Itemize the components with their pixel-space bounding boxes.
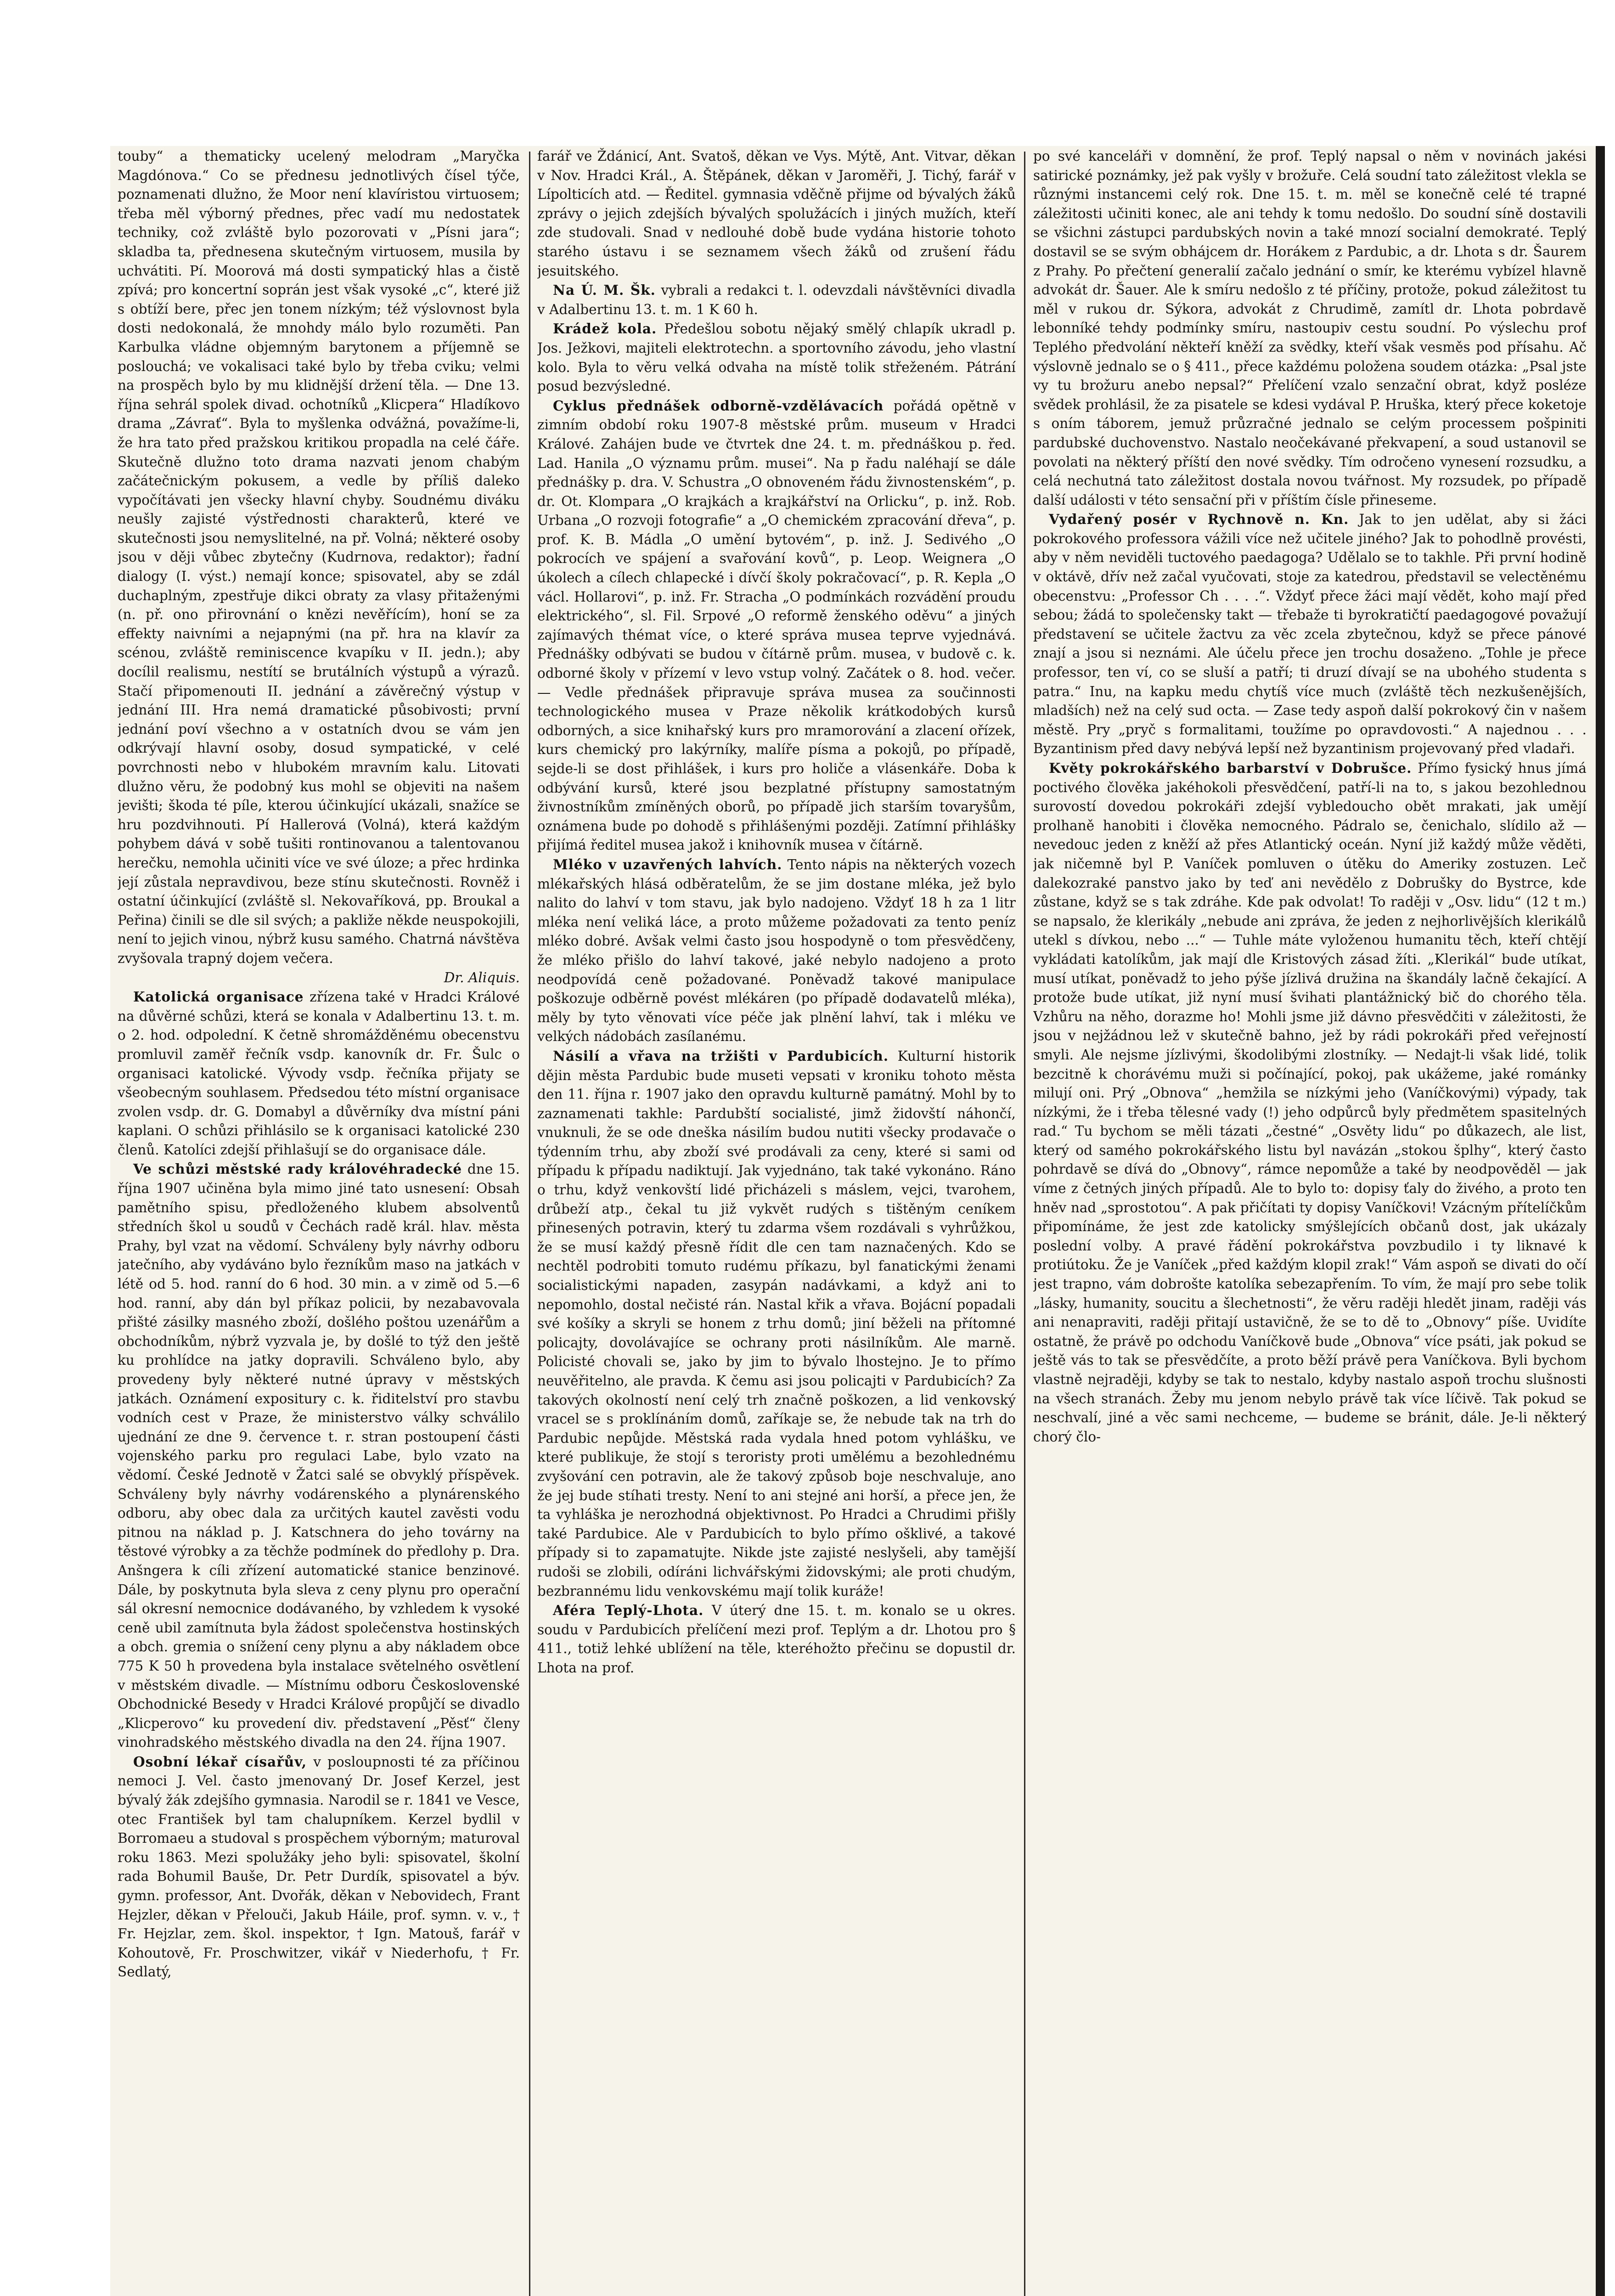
article-headline: Násilí a vřava na tržišti v Pardubicích. [553, 1047, 889, 1064]
article-katolicka-organisace: Katolická organisace zřízena také v Hradci Králové na důvěrné schůzi, která se konala v Adalbertinu 13. t. m. o 2. hod. odpolední. K četně shromážděnému obecenstvu promluvil zaměř řečník vsdp. kanovník dr. Fr. Šulc o organisaci katolické. Vývody vsdp. řečníka přijaty se všeobecným souhlasem. Předsedou této místní organisace zvolen vsdp. dr. G. Domabyl a důvěrníky dva místní páni kaplani. O schůzi přihlásilo se k organisaci katolické 230 členů. Katolíci zdejší přihlašují se do organisace dále. [118, 989, 520, 1158]
article-mestska-rada: Ve schůzi městské rady královéhradecké dne 15. října 1907 učiněna byla mimo jiné tato usnesení: Obsah pamětního spisu, předloženého klubem absolventů středních škol u soudů v Čechách radě král. hlav. města Prahy, byl vzat na vědomí. Schváleny byly návrhy odboru jatečního, aby vydáváno bylo řezníkům maso na jatkách v létě od 5. hod. ranní do 6 hod. 30 min. a v zimě od 5.—6 hod. ranní, aby dán byl příkaz policii, by nezabavovala přišté zásilky masného zboží, došlého poštou uzenářům a obchodníkům, nýbrž vyzvala je, by došlé to týž den ještě ku prohlídce na jatky dopravili. Schváleno bylo, aby provedeny byly některé nutné úpravy v městských jatkách. Oznámení expositury c. k. řiditelství pro stavbu vodních cest v Praze, že ministerstvo války schválilo ujednání ze dne 9. července t. r. stran postoupení části vojenského parku pro regulaci Labe, bylo vzato na vědomí. České Jednotě v Žatci salé se obvyklý příspěvek. Schváleny byly návrhy vodárenského a plynárenského odboru, aby obec dala za určitých kautel zavěsti vodu pitnou na náklad p. J. Katschnera do jeho továrny na těstové výrobky a za těchže podmínek do předlohy p. Dra. Anšngera k cíli zřízení automatické stanice benzinové. Dále, by poskytnuta byla sleva z ceny plynu pro operační sál okresní nemocnice dodávaného, by vzhledem k vysoké ceně ubil zamítnuta byla žádost společenstva hostinských a obch. gremia o snížení ceny plynu a aby nákladem obce 775 K 50 h provedena byla instalace světelného osvětlení v městském divadle. — Místnímu odboru Československé Obchodnické Besedy v Hradci Králové propůjčí se divadlo „Klicperovo“ ku provedení div. představení „Pěsť“ členy vinohradského městského divadla na den 24. října 1907. [118, 1161, 520, 1750]
article-cyklus-prednasek: Cyklus přednášek odborně-vzdělávacích pořádá opětně v zimním období roku 1907-8 městské prům. museum v Hradci Králové. Zahájen bude ve čtvrtek dne 24. t. m. přednáškou p. řed. Lad. Hanila „O významu prům. musei“. Na p řadu naléhají se dále přednášky p. dra. V. Schustra „O obnoveném řádu živnostenském“, p. dr. Ot. Klompara „O krajkách a krajkářství na Orlicku“, p. inž. Rob. Urbana „O rozvoji fotografie“ a „O chemickém zpracování dřeva“, p. prof. K. B. Mádla „O umění bytovém“, p. inž. J. Sedivého „O pokrocích ve spájení a svařování kovů“, p. Leop. Weignera „O úkolech a cílech chlapecké i dívčí školy pokračovací“, p. R. Kepla „O václ. Hollarovi“, p. inž. Fr. Stracha „O podmínkách rozvádění proudu elektrického“, sl. Fil. Srpové „O reformě ženského oděvu“ a jiných zajímavých thémat více, o které správa musea teprve vyjednává. Přednášky odbývati se budou v čítárně prům. musea, v budově c. k. odborné školy v přízemí v levo vstup volný. Začátek o 8. hod. večer. — Vedle přednášek připravuje správa musea za součinnosti technologického musea v Praze několik krátkodobých kursů odborných, a sice knihařský kurs pro mramorování a zlacení ořízek, kurs chemický pro lakýrníky, malíře písma a pokojů, po případě, sejde-li se dost přihlášek, i kurs pro holiče a vlásenkáře. Doba k odbývání kursů, které jsou bezplatné přístupny samostatným živnostníkům zmíněných oborů, po případě jich starším tovaryšům, oznámena bude po dohodě s přihlášenými později. Zatímní přihlášky přijímá ředitel musea jakož i knihovník musea v čítárně. [537, 397, 1016, 853]
article-headline: Aféra Teplý-Lhota. [553, 1602, 704, 1619]
page-edge-shadow [1596, 146, 1605, 2296]
article-headline: Na Ú. M. Šk. [553, 282, 656, 298]
article-kradez-kola: Krádež kola. Předešlou sobotu nějaký smělý chlapík ukradl p. Jos. Ježkovi, majiteli elektrotechn. a sportovního závodu, jeho vlastní kolo. Byla to věru velká odvaha na místě tolik střeženém. Pátrání posud bezvýsledné. [537, 321, 1016, 394]
column-1 [118, 147, 520, 2296]
column-3 [1033, 147, 1587, 2296]
article-mleko: Mléko v uzavřených lahvích. Tento nápis na některých vozech mlékařských hlásá odběratelům, že se jim dostane mléka, jež bylo nalito do lahví v tom stavu, jak bylo nadojeno. Vždyť 18 h za 1 litr mléka není veliká láce, a proto můžeme požadovati za tento peníz mléko dobré. Avšak velmi často jsou hospodyně o tom přesvědčeny, že mléko přišlo do lahví takové, jaké nebylo nadojeno a proto neodpovídá ceně požadované. Poněvadž takové manipulace poškozuje odběrně povést mlékáren (po případě dodavatelů mléka), měly by tyto věnovati více péče jak plnění lahví, tak i mléku ve velkých nádobách zasílanému. [537, 856, 1016, 1045]
article-na-um-sk: Na Ú. M. Šk. vybrali a redakci t. l. odevzdali návštěvníci divadla v Adalbertinu 13. t. m. 1 K 60 h. [537, 282, 1016, 317]
article-continuation: po své kanceláři v domnění, že prof. Teplý napsal o něm v novinách jakési satirické poznámky, jež pak vyšly v brožuře. Celá soudní tato záležitost vlekla se různými instancemi celý rok. Dne 15. t. m. měl se konečně celé té trapné záležitosti učiniti konec, ale ani tehdy k tomu nedošlo. Do soudní síně dostavili se všichni zástupci pardubských novin a také mnozí socialní demokraté. Teplý dostavil se se svým obhájcem dr. Horákem z Pardubic, a dr. Lhota s dr. Šaurem z Prahy. Po přečtení generalií začalo jednání o smír, ke kterému vybízel hlavně advokát dr. Šauer. Ale k smíru nedošlo z té příčiny, protože, pokud záležitost tu měl v rukou dr. Sýkora, advokát z Chrudimě, zamítl dr. Lhota pobrdavě lebonníké tehdy podmínky smíru, nastoupiv cestu soudní. Po výslechu prof Teplého předvolání někteří kněží za svědky, kteří však vesměs pod přísahu. Ač výslovně jednalo se o § 411., přece každému položena soudem otázka: „Psal jste vy tu brožuru anebo nepsal?“ Přelíčení vzalo senzační obrat, když posléze svědek prohlásil, že za pisatele se kdesi vydával P. Hruška, který přece koketoje s oním táborem, jemuž průzračné jednalo se celým processem pošpiniti pardubské duchovenstvo. Nastalo neočekávané překvapení, a soud ustanovil se povolati na některý příští den nové svědky. Tím odročeno vynesení rozsudku, a celá nechutná tato záležitost dostala novou tvářnost. My rozsudek, po případě další události v této sensační při v příštím čísle přineseme. [1033, 148, 1587, 508]
article-osobni-lekar: Osobní lékař císařův, v posloupnosti té za příčinou nemoci J. Vel. často jmenovaný Dr. Josef Kerzel, jest bývalý žák zdejšího gymnasia. Narodil se r. 1841 ve Vesce, otec František byl tam chalupníkem. Kerzel bydlil v Borromaeu a studoval s prospěchem výborným; maturoval roku 1863. Mezi spolužáky jeho byli: spisovatel, školní rada Bohumil Bauše, Dr. Petr Durdík, spisovatel a býv. gymn. professor, Ant. Dvořák, děkan v Nebovidech, Frant Hejzler, děkan v Přelouči, Jakub Háile, prof. symn. v. v., † Fr. Hejzlar, zem. škol. inspektor, † Ign. Matouš, farář v Kohoutově, Fr. Proschwitzer, vikář v Niederhofu, † Fr. Sedlatý, [118, 1753, 520, 1980]
column-divider-2 [1024, 152, 1025, 2296]
column-2 [537, 147, 1016, 2296]
article-vydareny-poser: Vydařený posér v Rychnově n. Kn. Jak to jen udělat, aby si žáci pokrokového professora vážili více než učitele jiného? Jak to pohodlně provésti, aby v něm neviděli tuctového paedagoga? Udělalo se to takhle. Při první hodině v oktávě, dřív než začal vyučovati, stoje za katedrou, představil se velectěnému obecenstvu: „Professor Ch . . . .“. Vždyť přece žáci mají vědět, koho mají před sebou; žádá to společensky takt — třebaže ti byrokratičtí paedagogové považují představení se učitele žactvu za věc zcela zbytečnou, když se přece pánové znají a jsou si neznámi. Ale účelu přece jen trochu dosaženo. „Tohle je přece professor, ten ví, co se sluší a patří; ti druzí dívají se na ubohého studenta s patra.“ Inu, na kapku medu chytíš více much (zvláště těch nezkušenějších, mladších) než na celý sud octa. — Zase tedy aspoň další pokrokový čin v našem městě. Pry „pryč s formalitami, toužíme po opravdovosti.“ A najednou . . . Byzantinism před davy nebývá lepší než byzantinism projevovaný před vladaři. [1033, 511, 1587, 757]
column-divider-1 [529, 152, 530, 2296]
article-headline: Vydařený posér v Rychnově n. Kn. [1049, 511, 1349, 528]
article-continuation: touby“ a thematicky ucelený melodram „Maryčka Magdónova.“ Co se přednesu jednotlivých čísel týče, poznamenati dlužno, že Moor není klavíristou virtuosem; třeba měl výborný přednes, přec vadí mu nedostatek techniky, což zvláště bylo pozorovati v „Písni jara“; skladba ta, přednesena skutečným virtuosem, musila by uchvátiti. Pí. Moorová má dosti sympatický hlas a čistě zpívá; pro koncertní soprán jest však vysoké „c“, které již s obtíží bere, přec jen tonem nízkým; též výslovnost byla dosti nedokonalá, že mnohdy málo bylo rozuměti. Pan Karbulka vládne objemným barytonem a příjemně se poslouchá; ve vokalisaci také bylo by třeba cviku; velmi na prospěch bylo by mu klidnější držení těla. — Dne 13. října sehrál spolek divad. ochotníků „Klicpera“ Hladíkovo drama „Závrať“. Byla to myšlenka odvážná, považíme-li, že hra tato před pražskou kritikou propadla na celé čáře. Skutečně dlužno toto drama nazvati jenom chabým začátečnickým pokusem, a vedle by příliš daleko vypočítávati jen všecky hlavní chyby. Soudnému diváku neušly zajisté výstřednosti charakterů, které ve skutečnosti jsou nemyslitelné, na př. Volná; některé osoby jsou v ději vůbec zbytečny (Kudrnova, redaktor); řadní dialogy (I. výst.) nemají konce; spisovatel, aby se zdál duchaplným, zpestřuje dikci obraty za vlasy přitaženými (n. př. ono přirovnání o knězi nevěřícím), honí se za effekty naivními a nejapnými (na př. hra na klavír za scénou, zvláště reminiscence kvapíku v II. jedn.); aby docílil realismu, nestítí se brutálních výstupů a výrazů. Stačí připomenouti II. jednání a závěrečný výstup v jednání III. Hra nemá dramatické působivosti; první jednání poví všechno a v ostatních dvou se vám jen odkrývají hlavní osoby, dosud sympatické, v celé povrchnosti nebo v hlubokém mravním kalu. Litovati dlužno věru, že podobný kus mohl se objeviti na našem jevišti; škoda té píle, kterou účinkující ukázali, snažíce se hru pozdvihnouti. Pí Hallerová (Volná), která každým pohybem dává v sobě tušiti rontinovanou a talentovanou herečku, nemohla učiniti více ve své úloze; a přec hrdinka její zůstala nepravdivou, beze stínu skutečnosti. Rovněž i ostatní účinkující (zvláště sl. Nekovaříková, pp. Broukal a Peřina) činili se dle sil svých; a pakliže někde neuspokojili, není to jejich vinou, nýbrž kusu samého. Chatrná návštěva zvyšovala trapný dojem večera. Dr. Aliquis. [118, 147, 520, 987]
article-headline: Mléko v uzavřených lahvích. [553, 856, 782, 872]
author-signature: Dr. Aliquis. [444, 969, 520, 985]
article-headline: Krádež kola. [553, 321, 657, 337]
article-headline: Květy pokrokářského barbarství v Dobrušce. [1049, 760, 1412, 776]
article-headline: Ve schůzi městské rady královéhradecké [133, 1161, 462, 1177]
article-nasili-pardubice: Násilí a vřava na tržišti v Pardubicích. Kulturní historik dějin města Pardubic bude museti vepsati v kroniku tohoto města den 11. října r. 1907 jako den opravdu kulturně památný. Mohl by to zaznamenati takhle: Pardubští socialisté, jimž židovští náhončí, vnuknuli, že se ode dneška násilím budou nutiti všecky prodavače o týdenním trhu, aby zboží své prodávali za ceny, které si sami od případu k případu nadiktují. Jak vyjednáno, tak také vykonáno. Ráno o trhu, když venkovští lidé přicházeli s máslem, vejci, tvarohem, drůbeží atp., čekal tu již vykvět rudých s tištěným ceníkem přinesených potravin, který tu zdarma všem rozdávali s vyhrůžkou, že se musí každý přesně řídit dle cen tam naznačených. Kdo se nechtěl podrobiti tomuto rudému příkazu, byl fanatickými ženami socialistickými napaden, zasypán nadávkami, a když ani to nepomohlo, dostal nečisté rán. Nastal křik a vřava. Bojácní popadali své košíky a skryli se honem z trhu domů; jiní běželi na přítomné policajty, dovolávajíce se ochrany proti násilníkům. Ale marně. Policisté chovali se, jako by jim to bývalo lhostejno. Je to přímo neuvěřitelno, ale pravda. K čemu asi jsou policajti v Pardubicích? Za takových okolností není celý trh značně poškozen, a lid venkovský vracel se s proklínáním domů, zaříkaje se, že nebude tak na trh do Pardubic nepůjde. Městská rada vydala hned potom vyhlášku, ve které publikuje, že stojí s teroristy proti umělému a bezohlednému zvyšování cen potravin, ale že takový způsob boje neschvaluje, ano že jej bude stíhati tresty. Není to ani stejné ani horší, a přece jen, že ta vyhláška je nerozhodná objektivnost. Po Hradci a Chrudimi přišly také Pardubice. Ale v Pardubicích to bylo přímo ošklivé, a takové případy si to zapamatujte. Nikde jste zajisté neslyšeli, aby tamější rudoši se zlobili, odíráni lichvářskými židovskými; ale proti chudým, bezbrannému lidu venkovskému mají tolik kuráže! [537, 1047, 1016, 1599]
article-headline: Osobní lékař císařův, [133, 1753, 307, 1770]
article-headline: Cyklus přednášek odborně-vzdělávacích [553, 397, 884, 414]
article-headline: Katolická organisace [133, 989, 304, 1005]
article-continuation: farář ve Ždánicí, Ant. Svatoš, děkan ve Vys. Mýtě, Ant. Vitvar, děkan v Nov. Hradci Král., A. Štěpánek, děkan v Jaroměři, J. Tichý, farář v Lípolticích atd. — Ředitel. gymnasia vděčně přijme od bývalých žáků zprávy o jejich zdejších bývalých spolužácích i jiných mužích, kteří zde studovali. Snad v nedlouhé době bude vydána historie tohoto starého ústavu i se seznamem všech žáků od zrušení řádu jesuitského. [537, 148, 1016, 279]
article-afera-teply-lhota: Aféra Teplý-Lhota. V úterý dne 15. t. m. konalo se u okres. soudu v Pardubicích přelíčení mezi prof. Teplým a dr. Lhotou pro § 411., totiž lehké ublížení na těle, kteréhožto přečinu se dopustil dr. Lhota na prof. [537, 1602, 1016, 1676]
article-kvety-barbarstvi: Květy pokrokářského barbarství v Dobrušce. Přímo fysický hnus jímá poctivého člověka jakéhokoli přesvědčení, patří-li na to, s jakou bezohlednou surovostí dovedou pokrokáři zdejší vybledoucho obět mrakati, jak umějí prolhaně hanobiti i člověka nemocného. Pádralo se, čenichalo, slídilo až — nevedouc jeden z kněží až přes Atlantický oceán. Nyní již každý může věděti, jak ničemně byl P. Vaníček pomluven o útěku do Ameriky zostuzen. Leč dalekozraké panstvo jako by teď ani nevědělo z Dobrušky do Bystrce, kde zůstane, když se s tak zdráhe. Kde pak odvolat! To raději v „Osv. lidu“ (12 t m.) se napsalo, že klerikály „nebude ani zpráva, že jeden z nejhorlivějších klerikálů utekl s dívkou, nebo ...“ — Tuhle máte vyloženou humanitu těch, kteří chtějí vykládati katolíkům, jak mají dle Kristových zásad žíti. „Klerikál“ bude utíkat, musí utíkat, poněvadž to jeho pýše jízlivá družina na škandály lačně čekající. A protože bude utíkat, již nyní musí švihati plantážnický bič do chorého těla. Vzhůru na něho, dorazme ho! Mohli jsme již dávno přesvědčiti v záležitosti, že jsou v nejžádnou lež v skutečně bahno, jež by rádi pokrokáři před veřejností smyli. Ale nejsme jízlivými, škodolibými zlostníky. — Nedajt-li však lidé, tolik bezcitně k chorávému muži si počínající, pokoj, pak ukážeme, jaké románky milují oni. Prý „Obnova“ „hemžila se nízkými jeho (Vaníčkovými) výpady, tak nízkými, že i třeba tělesné vady (!) jeho odpůrců byly předmětem spasitelných rad.“ Tu bychom se měli tázati „čestné“ „Osvěty lidu“ po důkazech, ale list, který od samého pokrokářského listu byl navázán „stokou šplhy“, který často pohrdavě se dívá do „Obnovy“, rámce nepomůže a také by neodpověděl — jak víme z četných jiných případů. Ale to bylo to: dopisy ťaly do živého, a proto ten hněv nad „sprostotou“. A pak přičítati ty dopisy Vaníčkovi! Vzácným přítelíčkům připomínáme, že jest zde katolicky smýšlejících občanů dost, jak ukázaly poslední volby. A pravé řádění pokrokářstva povzbudilo i ty liknavé k protiútoku. Že je Vaníček „před každým klopil zrak!“ Vám aspoň se divati do očí jest trapno, vám dobrošte katolíka sebezapřením. To vím, že mají pro sebe tolik „lásky, humanity, soucitu a šlechetnosti“, že věru raději hledět jinam, raději vás ani nenapraviti, raději přitají ustavičně, že se to dě to „Obnovy“ píše. Uvidíte ostatně, že právě po odchodu Vaníčkově bude „Obnova“ více psáti, jak pokud se ještě vás to tak se přesvědčíte, a proto běží právě pera Vaníčkova. Byli bychom vlastně nejraději, kdyby se tak to nestalo, kdyby nastalo aspoň trochu slušnosti na všech stranách. Žeby mu jenom nebylo právě tak více líčivě. Tak pokud se neschvalí, jiné a věc sami nechceme, — budeme se bránit, dále. Je-li některý chorý člo- [1033, 760, 1587, 1445]
